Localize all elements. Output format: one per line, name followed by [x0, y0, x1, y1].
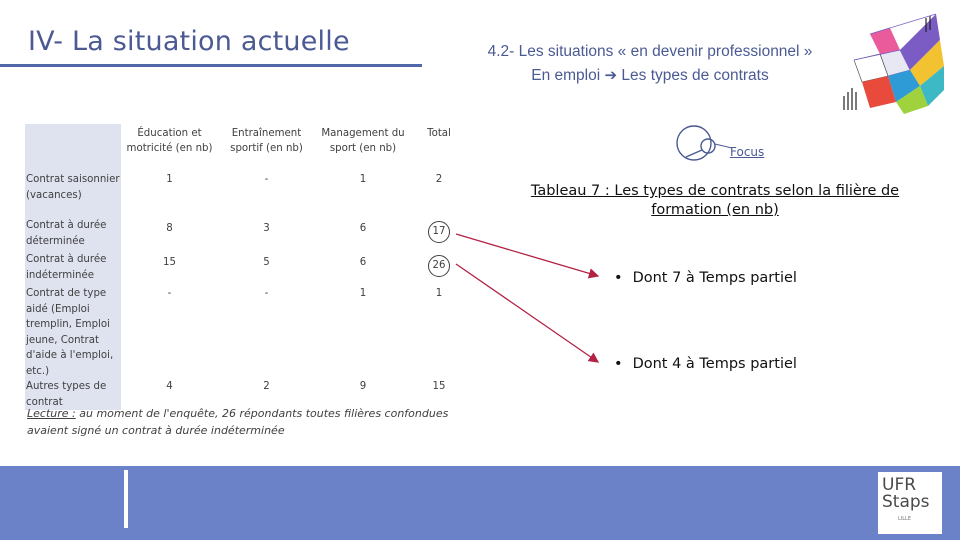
cell-management: 9 [359, 381, 367, 392]
column-header-training: Entraînement sportif (en nb) [230, 128, 303, 154]
cell-total: 2 [435, 174, 443, 185]
cell-total [411, 218, 467, 252]
table-caption: Tableau 7 : Les types de contrats selon la filière de formation (en nb) [530, 183, 900, 218]
column-header-management: Management du sport (en nb) [321, 128, 405, 154]
reading-note [27, 405, 477, 439]
cell-education: 4 [166, 381, 173, 392]
focus-label: Focus [730, 145, 765, 159]
cell-management: 6 [359, 257, 367, 268]
cell-training: 2 [263, 381, 270, 392]
arrow-to-callout-2 [456, 264, 598, 362]
column-header-education: Éducation et motricité (en nb) [126, 128, 213, 154]
cell-management: 1 [359, 288, 367, 299]
cell-training: - [264, 288, 269, 299]
column-header-total: Total [427, 128, 451, 139]
decorative-geometric-logo [840, 10, 946, 116]
section-subtitle [440, 40, 860, 88]
footer-divider [124, 470, 128, 528]
cell-total [411, 252, 467, 286]
cell-education: 1 [166, 174, 173, 185]
row-label: Contrat à durée déterminée [25, 218, 121, 252]
cell-education: - [167, 288, 172, 299]
table-corner-cell [25, 124, 121, 172]
reading-note-text: au moment de l'enquête, 26 répondants toutes filières confondues avaient signé un contrat à durée indéterminée [27, 407, 449, 437]
table-row [25, 218, 467, 252]
bullet: • [614, 270, 623, 286]
callout-part-time-cdi [614, 356, 797, 372]
row-label: Contrat à durée indéterminée [25, 252, 121, 286]
magnifier-icon [672, 124, 732, 162]
table-row [25, 252, 467, 286]
row-label: Autres types de contrat [25, 379, 121, 410]
table-header-row [25, 124, 467, 172]
logo-line-3: LILLE [898, 516, 911, 522]
callout-text: Dont 4 à Temps partiel [632, 356, 797, 372]
row-label: Contrat de type aidé (Emploi tremplin, Emploi jeune, Contrat d'aide à l'emploi, etc.) [25, 286, 121, 379]
cell-education: 15 [163, 257, 176, 268]
table-row [25, 286, 467, 379]
contracts-table [25, 124, 467, 408]
cell-management: 1 [359, 174, 367, 185]
subtitle-contracts: Les types de contrats [621, 67, 769, 84]
ufr-staps-logo [878, 472, 942, 534]
cell-education: 8 [166, 223, 173, 234]
callout-text: Dont 7 à Temps partiel [632, 270, 797, 286]
cell-total: 1 [435, 288, 443, 299]
subtitle-line-1: 4.2- Les situations « en devenir professionnel » [487, 43, 813, 60]
subtitle-line-2 [440, 64, 860, 88]
cell-training: 5 [263, 257, 270, 268]
cell-training: 3 [263, 223, 270, 234]
circled-total: 26 [428, 255, 450, 277]
cell-management: 6 [359, 223, 367, 234]
circled-total: 17 [428, 221, 450, 243]
arrow-to-callout-1 [456, 234, 598, 276]
cell-total: 15 [432, 381, 446, 392]
logo-line-2: Staps [882, 492, 930, 512]
row-label: Contrat saisonnier (vacances) [25, 172, 121, 218]
footer-band [0, 466, 960, 540]
callout-part-time-cdd [614, 270, 797, 286]
title-underline [0, 64, 422, 67]
cell-training: - [264, 174, 269, 185]
slide-title: IV- La situation actuelle [28, 26, 350, 57]
right-arrow-icon: ➔ [604, 67, 618, 84]
subtitle-employment: En emploi [531, 67, 601, 84]
bullet: • [614, 356, 623, 372]
table-row [25, 172, 467, 218]
reading-note-label: Lecture : [27, 407, 76, 420]
logo-line-1: UFR [882, 475, 917, 495]
